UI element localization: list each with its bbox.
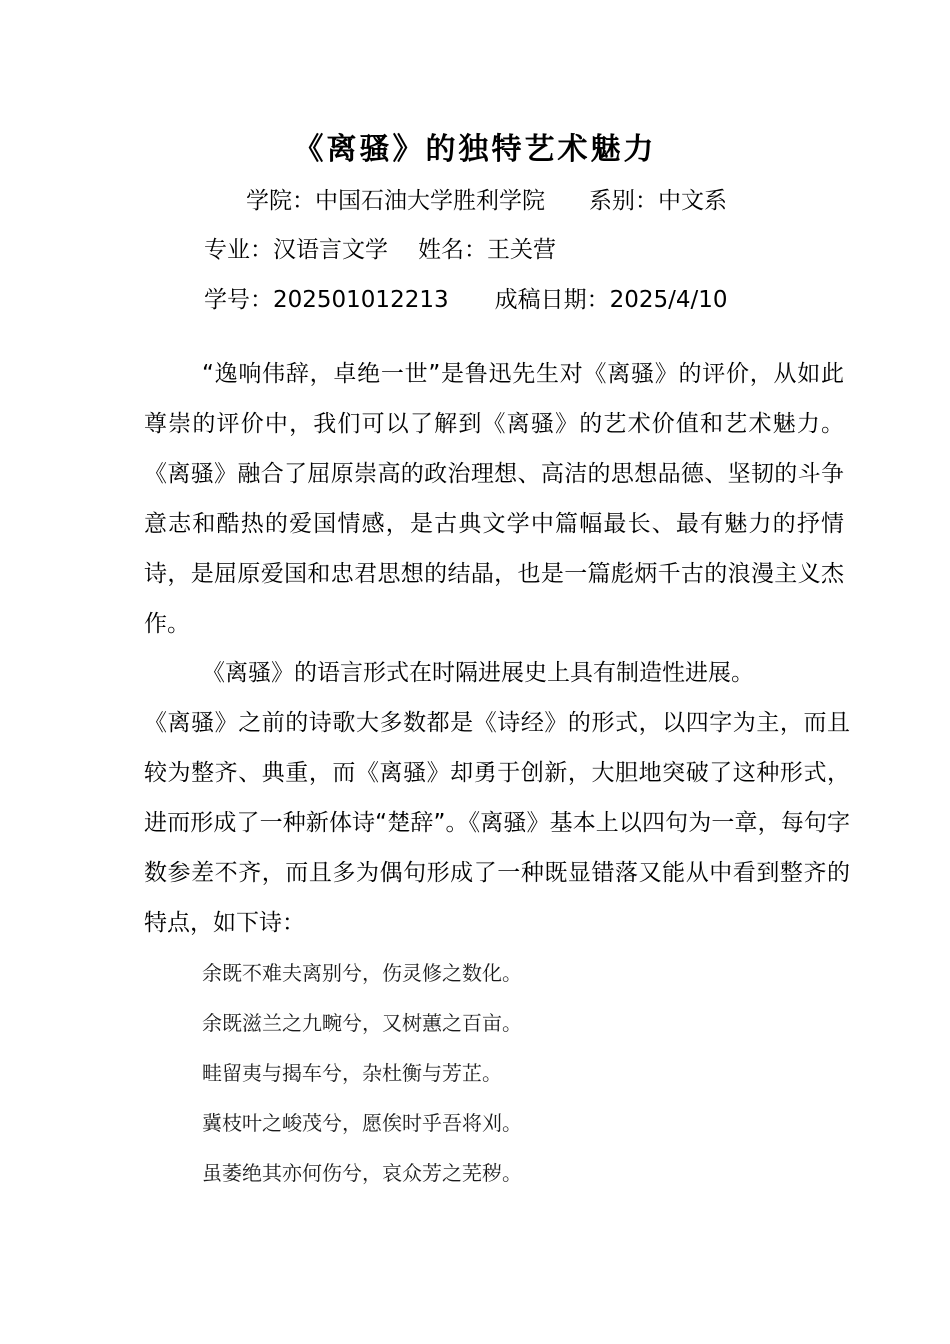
meta-row-major [204,233,556,267]
poem-line: 冀枝叶之峻茂兮，愿俟时乎吾将刈。 [202,1111,522,1135]
meta-row-student-id [204,283,728,317]
paragraph-3: 《离骚》之前的诗歌大多数都是《诗经》的形式，以四字为主，而且较为整齐、典重，而《离骚》却勇于创新，大胆地突破了这种形式，进而形成了一种新体诗“楚辞”。《离骚》基本上以四句为一章，每句字数参差不齐，而且多为偶句形成了一种既显错落又能从中看到整齐的特点，如下诗： [144,710,850,936]
student-id-field: 学号：202501012213 [204,287,449,313]
date-field: 成稿日期：2025/4/10 [494,287,728,313]
name-field: 姓名：王关营 [418,237,556,263]
paragraph-2: 《离骚》的语言形式在时隔进展史上具有制造性进展。 [202,660,754,686]
poem-line: 余既滋兰之九畹兮，又树蕙之百亩。 [202,1011,522,1035]
paragraph-1: “逸响伟辞，卓绝一世”是鲁迅先生对《离骚》的评价，从如此尊崇的评价中，我们可以了解到《离骚》的艺术价值和艺术魅力。《离骚》融合了屈原崇高的政治理想、高洁的思想品德、坚韧的斗争意志和酷热的爱国情感，是古典文学中篇幅最长、最有魅力的抒情诗，是屈原爱国和忠君思想的结晶，也是一篇彪炳千古的浪漫主义杰作。 [144,361,844,637]
document-title: 《离骚》的独特艺术魅力 [293,132,657,167]
college-field: 学院：中国石油大学胜利学院 [246,188,545,214]
poem-block [202,948,842,1198]
poem-line: 余既不难夫离别兮，伤灵修之数化。 [202,961,522,985]
major-field: 专业：汉语言文学 [204,237,388,263]
meta-row-college [246,184,727,218]
poem-line: 虽萎绝其亦何伤兮，哀众芳之芜秽。 [202,1161,522,1185]
poem-line: 畦留夷与揭车兮，杂杜衡与芳芷。 [202,1061,502,1085]
department-field: 系别：中文系 [589,188,727,214]
